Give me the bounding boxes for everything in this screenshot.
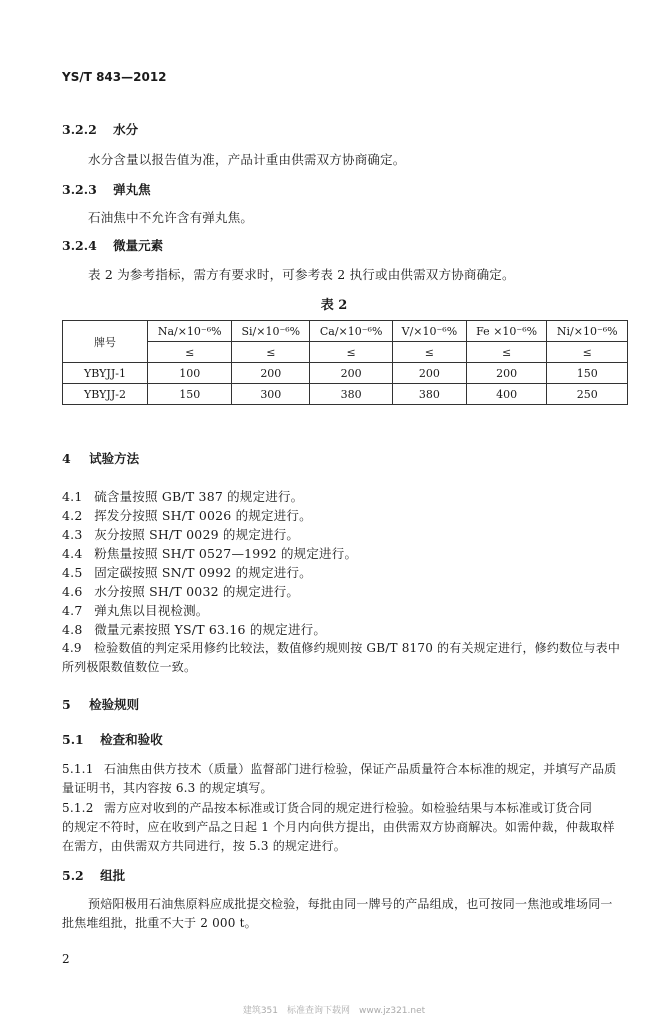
item-text: 灰分按照 SH/T 0029 的规定进行。 [94,527,300,542]
list-item [62,582,299,600]
item-number: 5.1.1 [62,762,94,776]
value-cell: 150 [148,384,232,405]
item-text: 固定碳按照 SN/T 0992 的规定进行。 [94,565,312,580]
column-header: Ca/×10⁻⁶% [310,321,393,342]
item-number: 4.3 [62,527,83,542]
section-3-2-3-text: 石油焦中不允许含有弹丸焦。 [88,210,254,225]
section-5-heading [62,695,139,713]
section-3-2-3-heading [62,180,151,198]
item-number: 4.8 [62,622,83,637]
value-cell: 200 [393,363,467,384]
item-text: 微量元素按照 YS/T 63.16 的规定进行。 [94,622,327,637]
section-number: 3.2.2 [62,122,97,137]
item-text: 水分按照 SH/T 0032 的规定进行。 [94,584,300,599]
list-item [62,620,326,638]
list-item [62,544,357,562]
page-number: 2 [62,952,70,966]
item-text: 弹丸焦以目视检测。 [94,603,209,618]
item-text-continued: 所列极限数值数位一致。 [62,660,197,674]
column-header: Na/×10⁻⁶% [148,321,232,342]
table-2 [62,320,628,405]
section-number: 3.2.4 [62,238,97,253]
item-text: 检验数值的判定采用修约比较法，数值修约规则按 GB/T 8170 的有关规定进行，修约数位与表中 [94,641,621,655]
item-text-continued: 量证明书，其内容按 6.3 的规定填写。 [62,781,273,795]
item-number: 4.7 [62,603,83,618]
section-title: 水分 [113,122,139,137]
section-title: 弹丸焦 [113,182,151,197]
section-5-1-heading [62,730,163,748]
section-title: 微量元素 [113,238,164,253]
value-cell: 100 [148,363,232,384]
section-3-2-4-text: 表 2 为参考指标，需方有要求时，可参考表 2 执行或由供需双方协商确定。 [88,267,515,282]
list-item [62,525,299,543]
item-text-continued: 批焦堆组批，批重不大于 2 000 t。 [62,916,257,930]
table-header-row [63,321,628,342]
list-item [62,487,303,505]
item-number: 4.4 [62,546,83,561]
section-title: 组批 [100,868,126,883]
value-cell: 200 [232,363,310,384]
section-5-2-heading [62,866,125,884]
table-row [63,384,628,405]
limit-row [63,342,628,363]
item-number: 4.2 [62,508,83,523]
column-header: V/×10⁻⁶% [393,321,467,342]
item-text: 石油焦由供方技术（质量）监督部门进行检验，保证产品质量符合本标准的规定，并填写产品质 [104,762,617,776]
table-row [63,363,628,384]
list-item [62,563,312,581]
column-header: Ni/×10⁻⁶% [547,321,628,342]
item-text-continued: 的规定不符时，应在收到产品之日起 1 个月内向供方提出，由供需双方协商解决。如需仲裁，仲裁取样 [62,820,615,834]
section-number: 5.2 [62,868,84,883]
value-cell: 250 [547,384,628,405]
section-number: 5.1 [62,732,84,747]
column-header: Fe ×10⁻⁶% [466,321,547,342]
limit-cell: ≤ [393,342,467,363]
value-cell: 380 [393,384,467,405]
item-number: 4.6 [62,584,83,599]
list-item [62,506,312,524]
section-number: 5 [62,697,71,712]
item-text: 粉焦量按照 SH/T 0527—1992 的规定进行。 [94,546,358,561]
section-5-1-1-line [62,760,616,777]
value-cell: 300 [232,384,310,405]
list-item [62,601,209,619]
item-text: 挥发分按照 SH/T 0026 的规定进行。 [94,508,312,523]
brand-cell: YBYJJ-1 [63,363,148,384]
item-number: 4.5 [62,565,83,580]
section-5-1-2-line [62,799,592,816]
list-item [62,639,620,656]
brand-header-cell: 牌号 [63,321,148,363]
item-number: 4.1 [62,489,83,504]
section-3-2-2-text: 水分含量以报告值为准，产品计重由供需双方协商确定。 [88,152,406,167]
section-3-2-4-heading [62,236,163,254]
value-cell: 150 [547,363,628,384]
section-number: 4 [62,451,71,466]
limit-cell: ≤ [547,342,628,363]
limit-cell: ≤ [310,342,393,363]
value-cell: 400 [466,384,547,405]
document-code: YS/T 843—2012 [62,70,167,84]
section-title: 检验规则 [89,697,140,712]
section-title: 试验方法 [89,451,140,466]
value-cell: 200 [466,363,547,384]
item-number: 4.9 [62,641,82,655]
item-number: 5.1.2 [62,801,94,815]
limit-cell: ≤ [232,342,310,363]
item-text-continued: 在需方，由供需双方共同进行，按 5.3 的规定进行。 [62,839,346,853]
value-cell: 380 [310,384,393,405]
limit-cell: ≤ [466,342,547,363]
section-title: 检查和验收 [100,732,163,747]
column-header: Si/×10⁻⁶% [232,321,310,342]
watermark-footer: 建筑351 标准查询下载网 www.jz321.net [242,1006,426,1016]
section-number: 3.2.3 [62,182,97,197]
brand-cell: YBYJJ-2 [63,384,148,405]
item-text: 需方应对收到的产品按本标准或订货合同的规定进行检验。如检验结果与本标准或订货合同 [104,801,593,815]
section-5-2-text: 预焙阳极用石油焦原料应成批提交检验，每批由同一牌号的产品组成，也可按同一焦池或堆场同一 [88,897,613,911]
table-2-caption: 表 2 [320,298,348,313]
section-3-2-2-heading [62,120,138,138]
item-text: 硫含量按照 GB/T 387 的规定进行。 [94,489,304,504]
limit-cell: ≤ [148,342,232,363]
section-4-heading [62,449,139,467]
value-cell: 200 [310,363,393,384]
